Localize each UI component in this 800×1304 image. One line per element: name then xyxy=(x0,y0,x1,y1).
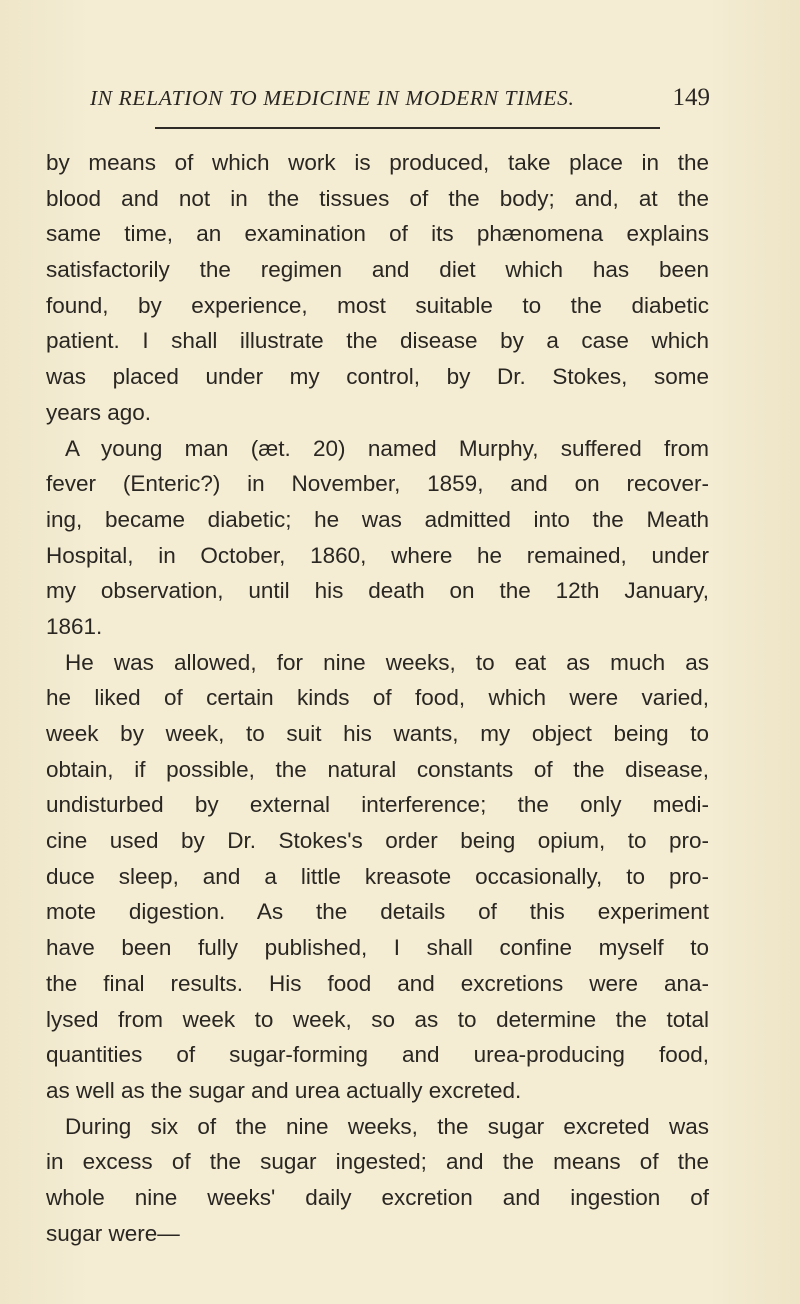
running-title: IN RELATION TO MEDICINE IN MODERN TIMES. xyxy=(90,86,575,110)
paragraph-start-line: He was allowed, for nine weeks, to eat as much as xyxy=(65,649,709,675)
text-line: mote digestion. As the details of this experiment xyxy=(46,899,709,925)
body-text xyxy=(46,145,709,1251)
text-line: week by week, to suit his wants, my object being to xyxy=(46,721,709,746)
text-line: have been fully published, I shall confine myself to xyxy=(46,935,709,961)
text-line: patient. I shall illustrate the disease by a case which xyxy=(46,328,709,354)
paragraph-end-line: as well as the sugar and urea actually excreted. xyxy=(46,1077,522,1103)
text-line: ing, became diabetic; he was admitted into the Meath xyxy=(46,506,709,532)
text-line: blood and not in the tissues of the body; and, at the xyxy=(46,185,709,211)
text-line: my observation, until his death on the 12th January, xyxy=(46,578,709,604)
page-number: 149 xyxy=(672,84,710,111)
text-line: duce sleep, and a little kreasote occasionally, to pro- xyxy=(46,863,709,889)
text-line: whole nine weeks' daily excretion and ingestion of xyxy=(46,1184,709,1210)
text-line: satisfactorily the regimen and diet which has been xyxy=(46,257,709,283)
text-line: fever (Enteric?) in November, 1859, and on recover- xyxy=(46,471,709,497)
text-line: obtain, if possible, the natural constants of the disease, xyxy=(46,756,709,782)
text-line: by means of which work is produced, take place in the xyxy=(46,150,709,175)
header-rule xyxy=(155,127,660,129)
text-line: in excess of the sugar ingested; and the means of the xyxy=(46,1149,709,1175)
text-line: was placed under my control, by Dr. Stokes, some xyxy=(46,364,709,390)
text-line: lysed from week to week, so as to determine the total xyxy=(46,1006,709,1032)
running-head xyxy=(90,86,710,116)
text-line: quantities of sugar-forming and urea-producing food, xyxy=(46,1042,709,1068)
text-line: Hospital, in October, 1860, where he remained, under xyxy=(46,542,709,568)
text-line: found, by experience, most suitable to the diabetic xyxy=(46,292,709,318)
text-line: the final results. His food and excretions were ana- xyxy=(46,970,709,996)
paragraph-start-line: A young man (æt. 20) named Murphy, suffered from xyxy=(65,435,709,461)
text-line: undisturbed by external interference; the only medi- xyxy=(46,792,709,818)
paragraph-end-line: 1861. xyxy=(46,613,103,639)
paragraph-end-line: years ago. xyxy=(46,399,152,425)
text-line: cine used by Dr. Stokes's order being opium, to pro- xyxy=(46,828,709,854)
paragraph-end-line: sugar were— xyxy=(46,1220,180,1246)
paragraph-start-line: During six of the nine weeks, the sugar excreted was xyxy=(65,1113,709,1139)
text-line: same time, an examination of its phænomena explains xyxy=(46,221,709,247)
text-line: he liked of certain kinds of food, which were varied, xyxy=(46,685,709,711)
